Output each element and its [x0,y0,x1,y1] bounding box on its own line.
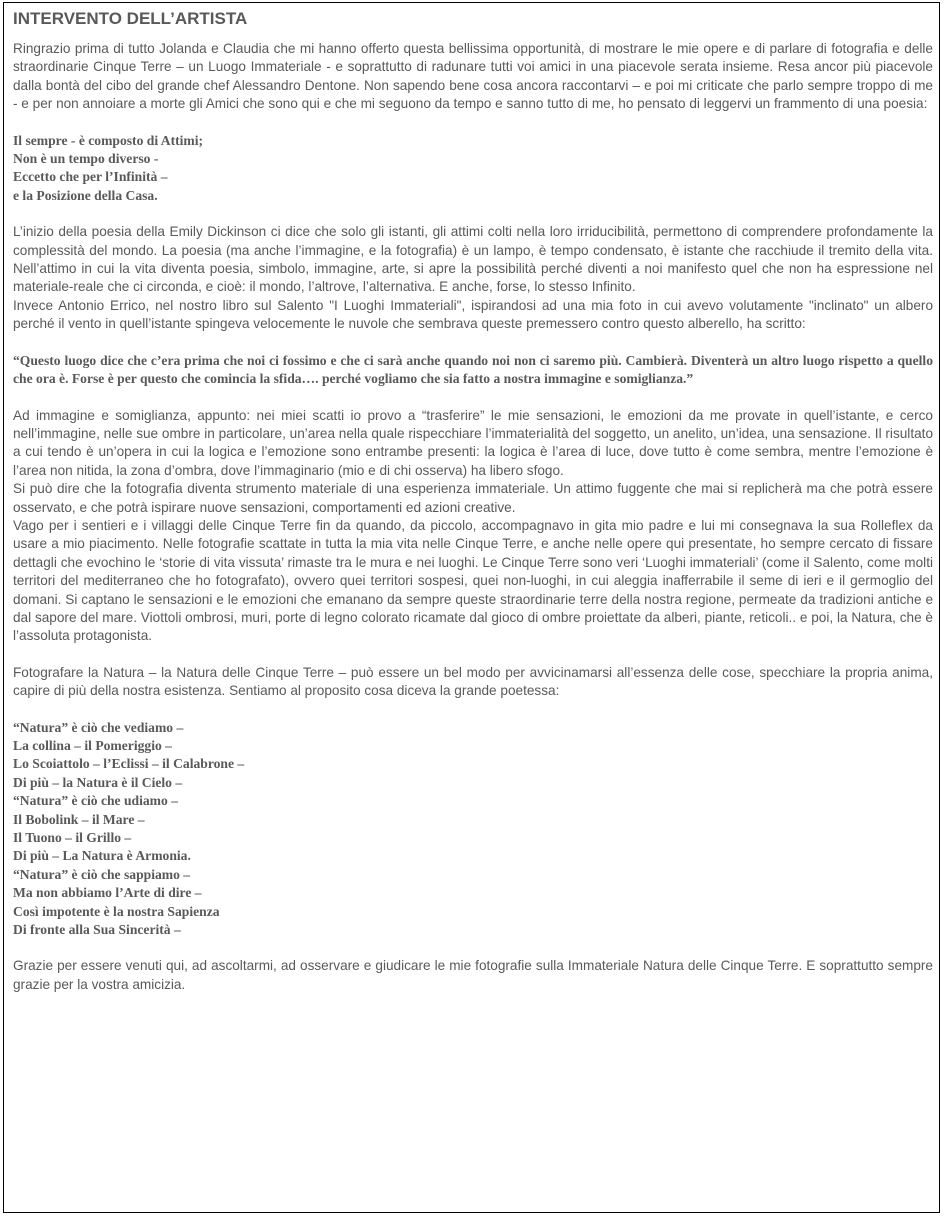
poem-line: La collina – il Pomeriggio – [13,738,172,753]
poem-line: Il sempre - è composto di Attimi; [13,132,204,148]
poem-line: Ma non abbiamo l’Arte di dire – [13,885,202,901]
poem-line: Eccetto che per l’Infinità – [13,169,168,185]
poem-line: e la Posizione della Casa. [13,187,158,203]
poem-line: Il Tuono – il Grillo – [13,830,132,846]
poem-line: Di più – la Natura è il Cielo – [13,774,183,790]
fotografia-paragraph: Si può dire che la fotografia diventa strumento materiale di una esperienza immateriale. Un attimo fuggente che mai si replicherà ma che potrà essere osservato, e che potrà ispirare nuove sensazioni, comportamenti ed azioni creative. [13,481,933,515]
poem-line: Lo Scoiattolo – l’Eclissi – il Calabrone – [13,756,245,772]
poem-line: Non è un tempo diverso - [13,151,159,167]
immagine-paragraph: Ad immagine e somiglianza, appunto: nei miei scatti io provo a “trasferire” le mie sensazioni, le emozioni da me provate in quell’istante, e cerco nell’immagine, nelle sue ombre in particolare, un’area nella quale rispecchiare l’immaterialità del soggetto, un anelito, un’idea, una sensazione. Il risultato a cui tendo è un’opera in cui la logica e l’emozione sono entrambe presenti: la logica è l’area di luce, dove tutto è come sembra, mentre l’emozione è l’area non nitida, la zona d’ombra, dove l’immaginario (mio e di chi osserva) ha libero sfogo. [13,407,933,478]
dickinson-paragraph: L’inizio della poesia della Emily Dickinson ci dice che solo gli istanti, gli attimi colti nella loro irriducibilità, permettono di comprendere profondamente la complessità del mondo. La poesia (ma anche l’immagine, e la fotografia) è un lampo, è tempo condensato, è istante che racchiude il tremito della vita. Nell’attimo in cui la vita diventa poesia, simbolo, immagine, arte, si apre la possibilità perché diventi a noi manifesto quel che non ha espressione nel materiale-reale che ci circonda, e cioè: il mondo, l’altrove, l’alternativa. E anche, forse, lo stesso Infinito. [13,224,933,295]
sentieri-paragraph: Vago per i sentieri e i villaggi delle Cinque Terre fin da quando, da piccolo, accompagnavo in gita mio padre e lui mi consegnava la sua Rolleflex da usare a mio piacimento. Nelle fotografie scattate in tutta la mia vita nelle Cinque Terre, e anche nelle opere qui presentate, ho sempre cercato di fissare dettagli che evochino le ‘storie di vita vissuta’ rimaste tra le mura e nei luoghi. Le Cinque Terre sono veri ‘Luoghi immateriali’ (come il Salento, come molti territori del mediterraneo che ho fotografato), ovvero quei territori sospesi, quei non-luoghi, in cui aleggia inafferrabile il seme di ieri e il germoglio del domani. Si captano le sensazioni e le emozioni che emanano da sempre queste straordinarie terre della nostra regione, permeate da tradizioni antiche e dal sapore del mare. Viottoli ombrosi, muri, porte di legno colorato ricamate dal gioco di ombre proiettate da alberi, piante, reticoli.. e poi, la Natura, che è l’assoluta protagonista. [13,517,933,644]
poem-line: “Natura” è ciò che udiamo – [13,793,178,809]
intro-paragraph: Ringrazio prima di tutto Jolanda e Claudia che mi hanno offerto questa bellissima opportunità, di mostrare le mie opere e di parlare di fotografia e delle straordinarie Cinque Terre – un Luogo Immateriale - e soprattutto di radunare tutti voi amici in una piacevole serata insieme. Resa ancor più piacevole dalla bontà del cibo del grande chef Alessandro Dentone. Non sapendo bene cosa ancora raccontarvi – e poi mi criticate che parlo sempre troppo di me - e per non annoiare a morte gli Amici che sono qui e che mi seguono da tempo e sanno tutto di me, ho pensato di leggervi un frammento di una poesia: [13,41,933,112]
poem-line: Di fronte alla Sua Sincerità – [13,922,181,938]
document-body [13,8,933,994]
poem-natura [13,719,933,940]
poem-line: “Natura” è ciò che vediamo – [13,719,184,735]
poem-line: “Natura” è ciò che sappiamo – [13,866,191,882]
poem-line: Di più – La Natura è Armonia. [13,848,191,864]
errico-quote: “Questo luogo dice che c’era prima che noi ci fossimo e che ci sarà anche quando noi non ci saremo più. Cambierà. Diventerà un altro luogo rispetto a quello che ora è. Forse è per questo che comincia la sfida…. perché vogliamo che sia fatto a nostra immagine e somiglianza.” [13,352,933,387]
errico-paragraph: Invece Antonio Errico, nel nostro libro sul Salento "I Luoghi Immateriali", ispirandosi ad una mia foto in cui avevo volutamente "inclinato" un albero perché il vento in quell’istante spingeva velocemente le nuvole che sembrava queste premessero contro questo alberello, ha scritto: [13,297,933,332]
poem-fragment-sempre [13,132,933,206]
natura-paragraph: Fotografare la Natura – la Natura delle Cinque Terre – può essere un bel modo per avvicinamarsi all’essenza delle cose, specchiare la propria anima, capire di più della nostra esistenza. Sentiamo al proposito cosa diceva la grande poetessa: [13,664,933,699]
closing-paragraph: Grazie per essere venuti qui, ad ascoltarmi, ad osservare e giudicare le mie fotografie sulla Immateriale Natura delle Cinque Terre. E soprattutto sempre grazie per la vostra amicizia. [13,958,933,992]
page-title: INTERVENTO DELL’ARTISTA [13,9,248,28]
poem-line: Così impotente è la nostra Sapienza [13,903,220,919]
poem-line: Il Bobolink – il Mare – [13,811,145,827]
